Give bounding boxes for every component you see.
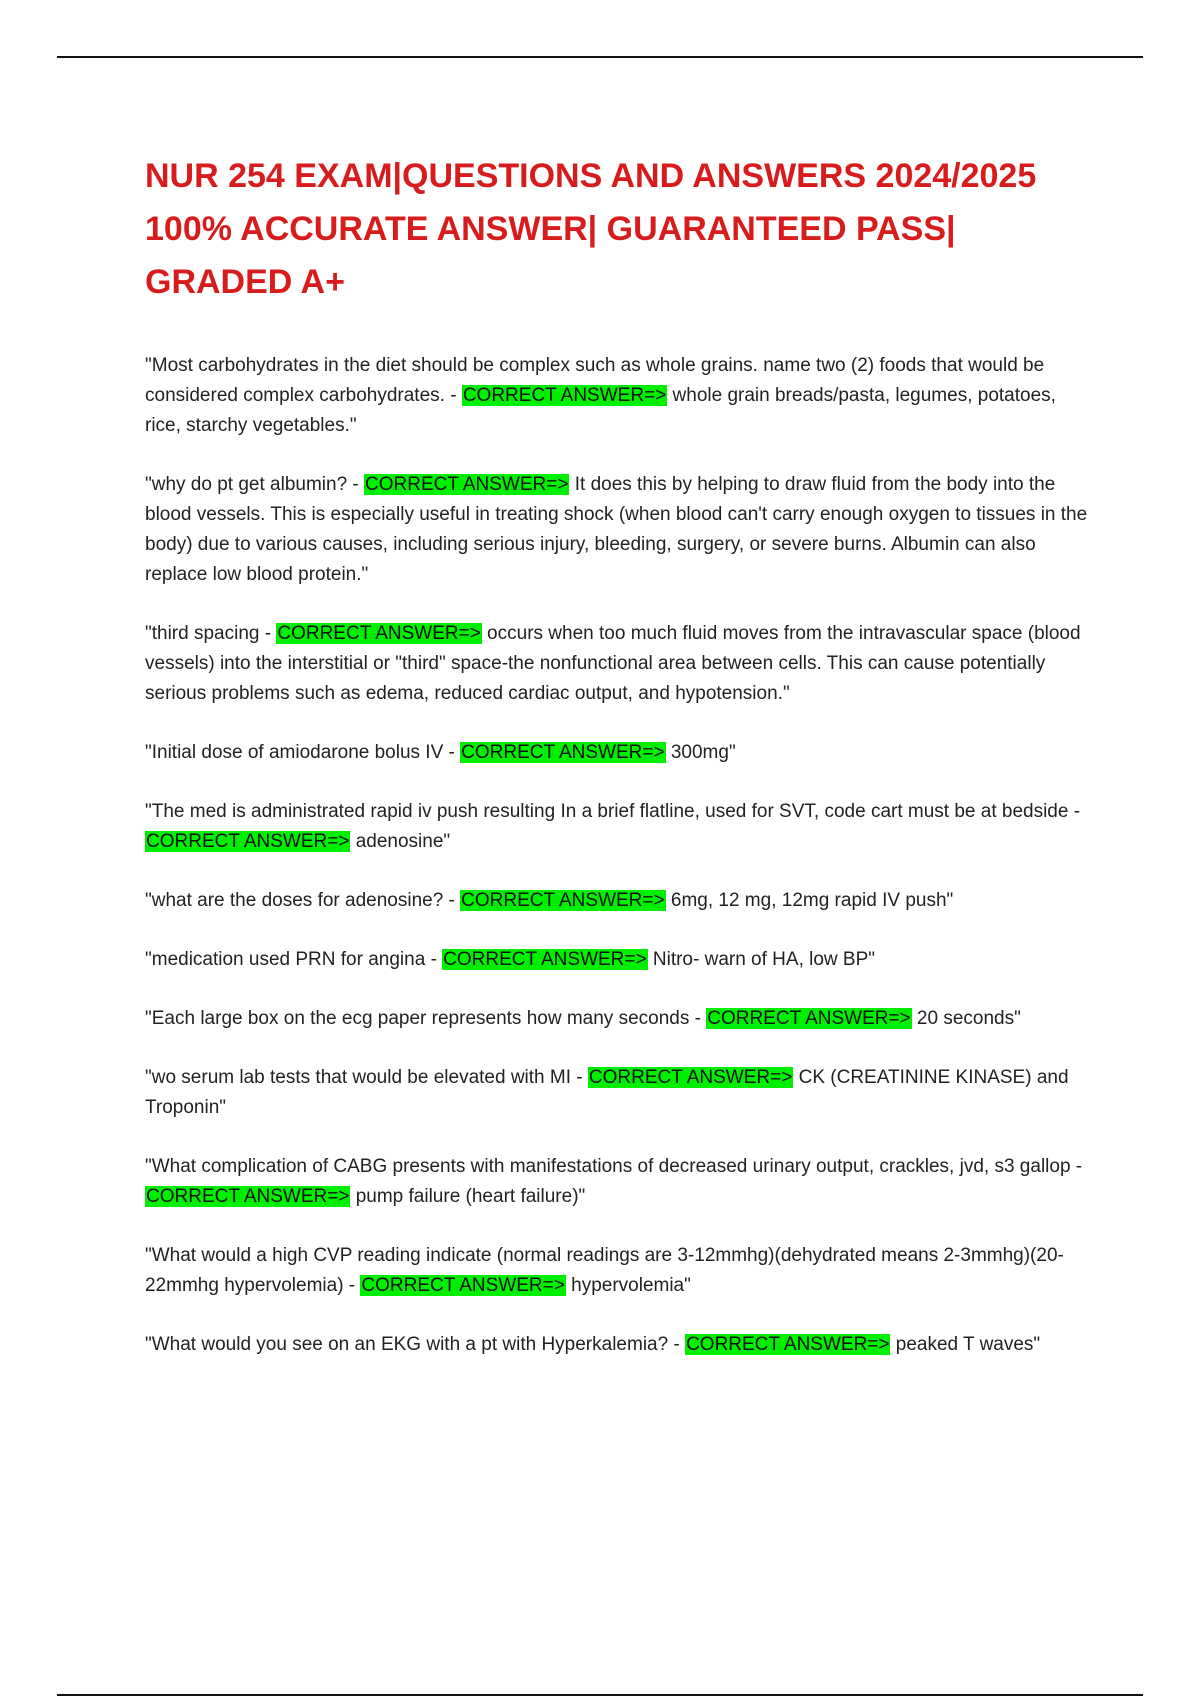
correct-answer-marker: CORRECT ANSWER=> (365, 474, 569, 495)
answer-text: 20 seconds" (911, 1008, 1021, 1029)
correct-answer-marker: CORRECT ANSWER=> (461, 742, 665, 763)
title-line-2: 100% ACCURATE ANSWER| GUARANTEED PASS| (145, 210, 956, 248)
qa-item (145, 1063, 1095, 1123)
correct-answer-marker: CORRECT ANSWER=> (277, 623, 481, 644)
question-text: "Initial dose of amiodarone bolus IV - (145, 742, 461, 763)
answer-text: 6mg, 12 mg, 12mg rapid IV push" (665, 890, 954, 911)
question-text: "What would a high CVP reading indicate (normal readings are 3-12mmhg)(dehydrated means 2-3mmhg)(20-22mmhg hypervolemia) - (145, 1245, 1064, 1296)
qa-item (145, 945, 1095, 975)
qa-item (145, 1241, 1095, 1301)
qa-item (145, 886, 1095, 916)
correct-answer-marker: CORRECT ANSWER=> (361, 1275, 565, 1296)
question-text: "What complication of CABG presents with manifestations of decreased urinary output, crackles, jvd, s3 gallop - (145, 1156, 1083, 1177)
correct-answer-marker: CORRECT ANSWER=> (686, 1334, 890, 1355)
qa-item (145, 1152, 1095, 1212)
correct-answer-marker: CORRECT ANSWER=> (461, 890, 665, 911)
qa-item (145, 797, 1095, 857)
answer-text: It does this by helping to draw fluid from the body into the blood vessels. This is especially useful in treating shock (when blood can't carry enough oxygen to tissues in the body) due to various causes, including serious injury, bleeding, surgery, or severe burns. Albumin can also replace low blood protein." (145, 474, 1088, 585)
qa-item (145, 351, 1095, 441)
correct-answer-marker: CORRECT ANSWER=> (588, 1067, 793, 1088)
answer-text: pump failure (heart failure)" (350, 1186, 586, 1207)
top-divider (57, 56, 1143, 58)
correct-answer-marker: CORRECT ANSWER=> (462, 385, 667, 406)
question-text: "Most carbohydrates in the diet should be complex such as whole grains. name two (2) foods that would be considered complex carbohydrates. - (145, 355, 1045, 406)
answer-text: 300mg" (665, 742, 736, 763)
bottom-divider (57, 1694, 1143, 1696)
document-title (145, 150, 1095, 309)
question-text: "Each large box on the ecg paper represents how many seconds - (145, 1008, 707, 1029)
answer-text: occurs when too much fluid moves from the intravascular space (blood vessels) into the interstitial or "third" space-the nonfunctional area between cells. This can cause potentially serious problems such as edema, reduced cardiac output, and hypotension." (145, 623, 1081, 704)
qa-item (145, 1330, 1095, 1360)
question-text: "third spacing - (145, 623, 277, 644)
correct-answer-marker: CORRECT ANSWER=> (707, 1008, 911, 1029)
correct-answer-marker: CORRECT ANSWER=> (146, 831, 350, 852)
qa-item (145, 470, 1095, 590)
correct-answer-marker: CORRECT ANSWER=> (146, 1186, 350, 1207)
question-text: "medication used PRN for angina - (145, 949, 443, 970)
question-text: "The med is administrated rapid iv push resulting In a brief flatline, used for SVT, code cart must be at bedside - (145, 801, 1081, 822)
question-text: "What would you see on an EKG with a pt with Hyperkalemia? - (145, 1334, 686, 1355)
answer-text: hypervolemia" (565, 1275, 691, 1296)
qa-item (145, 738, 1095, 768)
answer-text: Nitro- warn of HA, low BP" (647, 949, 876, 970)
answer-text: CK (CREATININE KINASE) and Troponin" (145, 1067, 1069, 1118)
correct-answer-marker: CORRECT ANSWER=> (443, 949, 647, 970)
question-text: "wo serum lab tests that would be elevated with MI - (145, 1067, 588, 1088)
qa-item (145, 619, 1095, 709)
answer-text: peaked T waves" (890, 1334, 1041, 1355)
question-text: "what are the doses for adenosine? - (145, 890, 461, 911)
answer-text: adenosine" (350, 831, 451, 852)
question-text: "why do pt get albumin? - (145, 474, 365, 495)
title-line-1: NUR 254 EXAM|QUESTIONS AND ANSWERS 2024/2025 (145, 157, 1037, 195)
answer-text: whole grain breads/pasta, legumes, potatoes, rice, starchy vegetables." (145, 385, 1056, 436)
title-line-3: GRADED A+ (145, 263, 345, 301)
document-body (145, 150, 1095, 1389)
qa-item (145, 1004, 1095, 1034)
